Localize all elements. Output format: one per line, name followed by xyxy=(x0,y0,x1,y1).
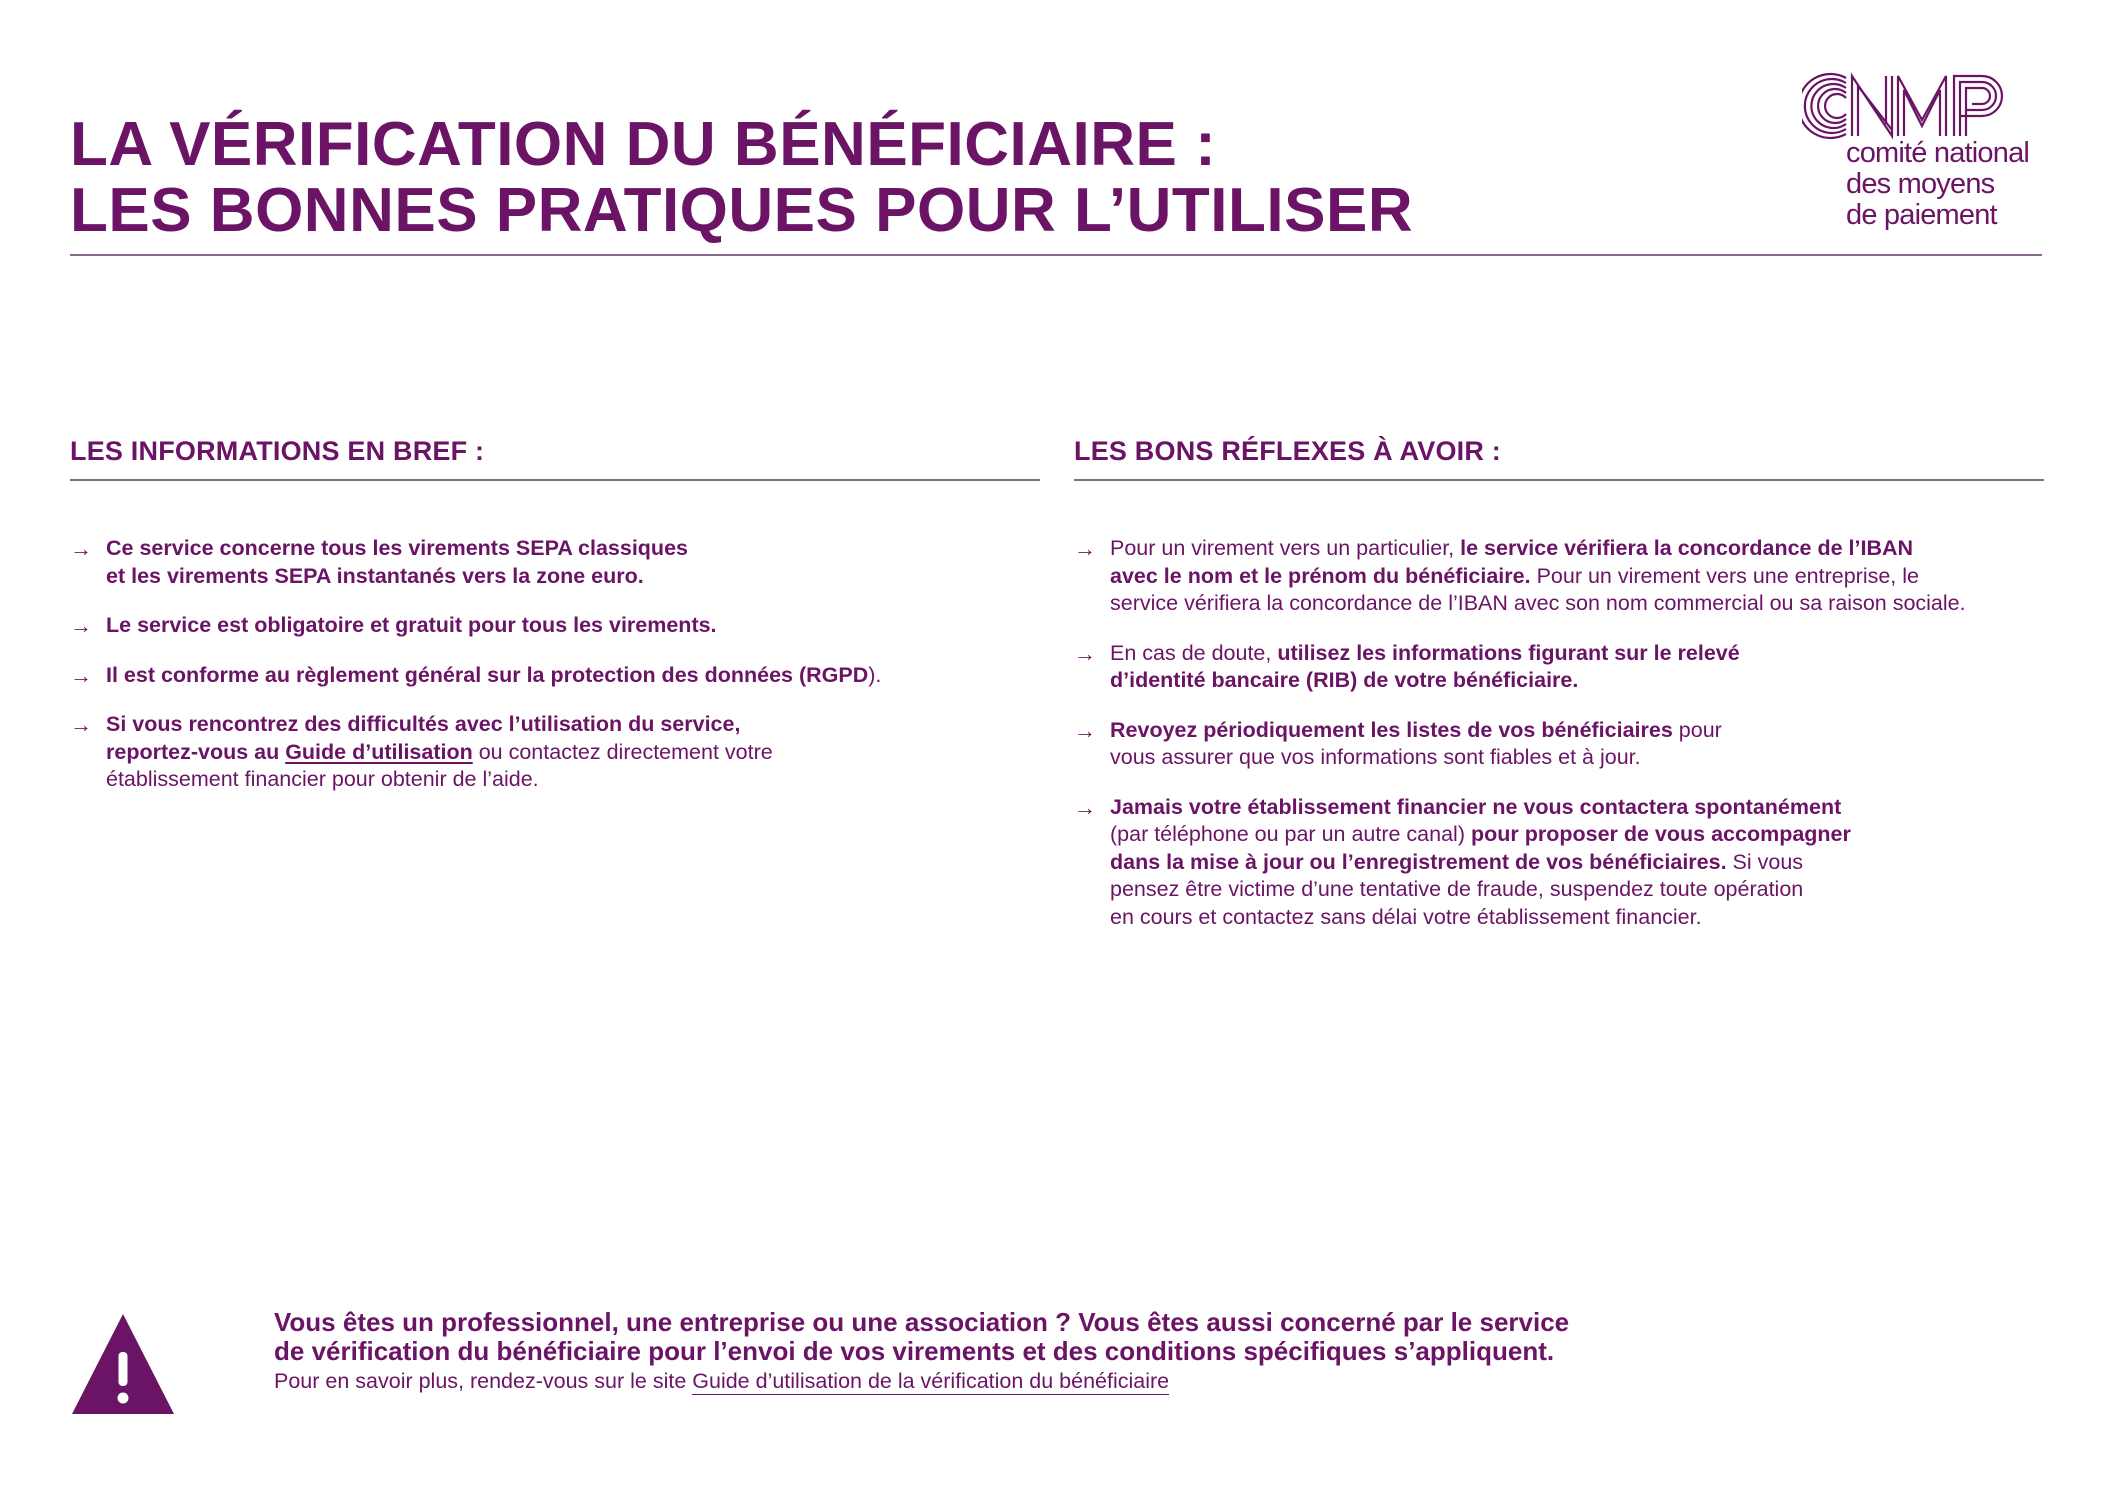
guide-verification-link[interactable]: Guide d’utilisation de la vérification du bénéficiaire xyxy=(692,1369,1170,1393)
reflexes-list xyxy=(1074,535,2044,931)
professional-notice xyxy=(274,1308,1994,1395)
guide-link[interactable]: Guide d’utilisation xyxy=(285,739,473,764)
arrow-right-icon: → xyxy=(1074,536,1096,561)
logo-line-1: comité national xyxy=(1846,137,2030,169)
title-divider xyxy=(70,254,2042,256)
notice-line-2: de vérification du bénéficiaire pour l’envoi de vos virements et des conditions spécifiques s’appliquent. xyxy=(274,1336,1555,1366)
arrow-right-icon: → xyxy=(1074,640,1096,666)
logo-wordmark xyxy=(1846,138,2029,231)
page-title xyxy=(70,112,1570,244)
list-item: → Ce service concerne tous les virements SEPA classiques et les virements SEPA instantanés vers la zone euro. xyxy=(70,536,688,588)
logo-line-2: des moyens xyxy=(1846,168,1995,200)
list-item: → Il est conforme au règlement général sur la protection des données (RGPD). xyxy=(70,662,882,688)
list-item: → Jamais votre établissement financier ne vous contactera spontanément (par téléphone ou par un autre canal) pour proposer de vous accompagner dans la mise à jour ou l’enregistrement de vos bénéficiaires. Si vous pensez être victime d’une tentative de fraude, suspendez toute opération en cours et contactez sans délai votre établissement financier. xyxy=(1074,794,1851,929)
list-item: → Revoyez périodiquement les listes de vos bénéficiaires pour vous assurer que vos informations sont fiables et à jour. xyxy=(1074,717,1722,769)
info-summary-section xyxy=(70,436,1040,816)
section-heading-reflexes: LES BONS RÉFLEXES À AVOIR : xyxy=(1074,436,2044,481)
logo-line-3: de paiement xyxy=(1846,199,1997,231)
list-item: → Si vous rencontrez des difficultés avec l’utilisation du service, reportez-vous au Guide d’utilisation ou contactez directement votre établissement financier pour obtenir de l’aide. xyxy=(70,712,773,791)
good-reflexes-section xyxy=(1074,436,2044,953)
warning-triangle-icon xyxy=(70,1312,176,1416)
list-item: → Pour un virement vers un particulier, le service vérifiera la concordance de l’IBAN avec le nom et le prénom du bénéficiaire. Pour un virement vers une entreprise, le service vérifiera la concordance de l’IBAN avec son nom commercial ou sa raison sociale. xyxy=(1074,536,1966,615)
cnmp-logo-mark xyxy=(1802,70,2042,142)
notice-more-info: Pour en savoir plus, rendez-vous sur le site Guide d’utilisation de la vérification du bénéficiaire xyxy=(274,1369,1170,1393)
page-title-line-2: LES BONNES PRATIQUES POUR L’UTILISER xyxy=(70,176,1414,245)
arrow-right-icon: → xyxy=(70,662,92,688)
list-item: → En cas de doute, utilisez les informations figurant sur le relevé d’identité bancaire (RIB) de votre bénéficiaire. xyxy=(1074,640,1740,692)
notice-line-1: Vous êtes un professionnel, une entreprise ou une association ? Vous êtes aussi concerné par le service xyxy=(274,1307,1570,1337)
cnmp-logo xyxy=(1802,70,2046,240)
arrow-right-icon: → xyxy=(70,712,92,737)
info-list xyxy=(70,535,1040,794)
section-heading-info: LES INFORMATIONS EN BREF : xyxy=(70,436,1040,481)
arrow-right-icon: → xyxy=(70,613,92,638)
arrow-right-icon: → xyxy=(1074,717,1096,743)
arrow-right-icon: → xyxy=(70,536,92,561)
page-title-line-1: LA VÉRIFICATION DU BÉNÉFICIAIRE : xyxy=(70,110,1217,179)
arrow-right-icon: → xyxy=(1074,794,1096,820)
list-item: → Le service est obligatoire et gratuit pour tous les virements. xyxy=(70,613,717,638)
